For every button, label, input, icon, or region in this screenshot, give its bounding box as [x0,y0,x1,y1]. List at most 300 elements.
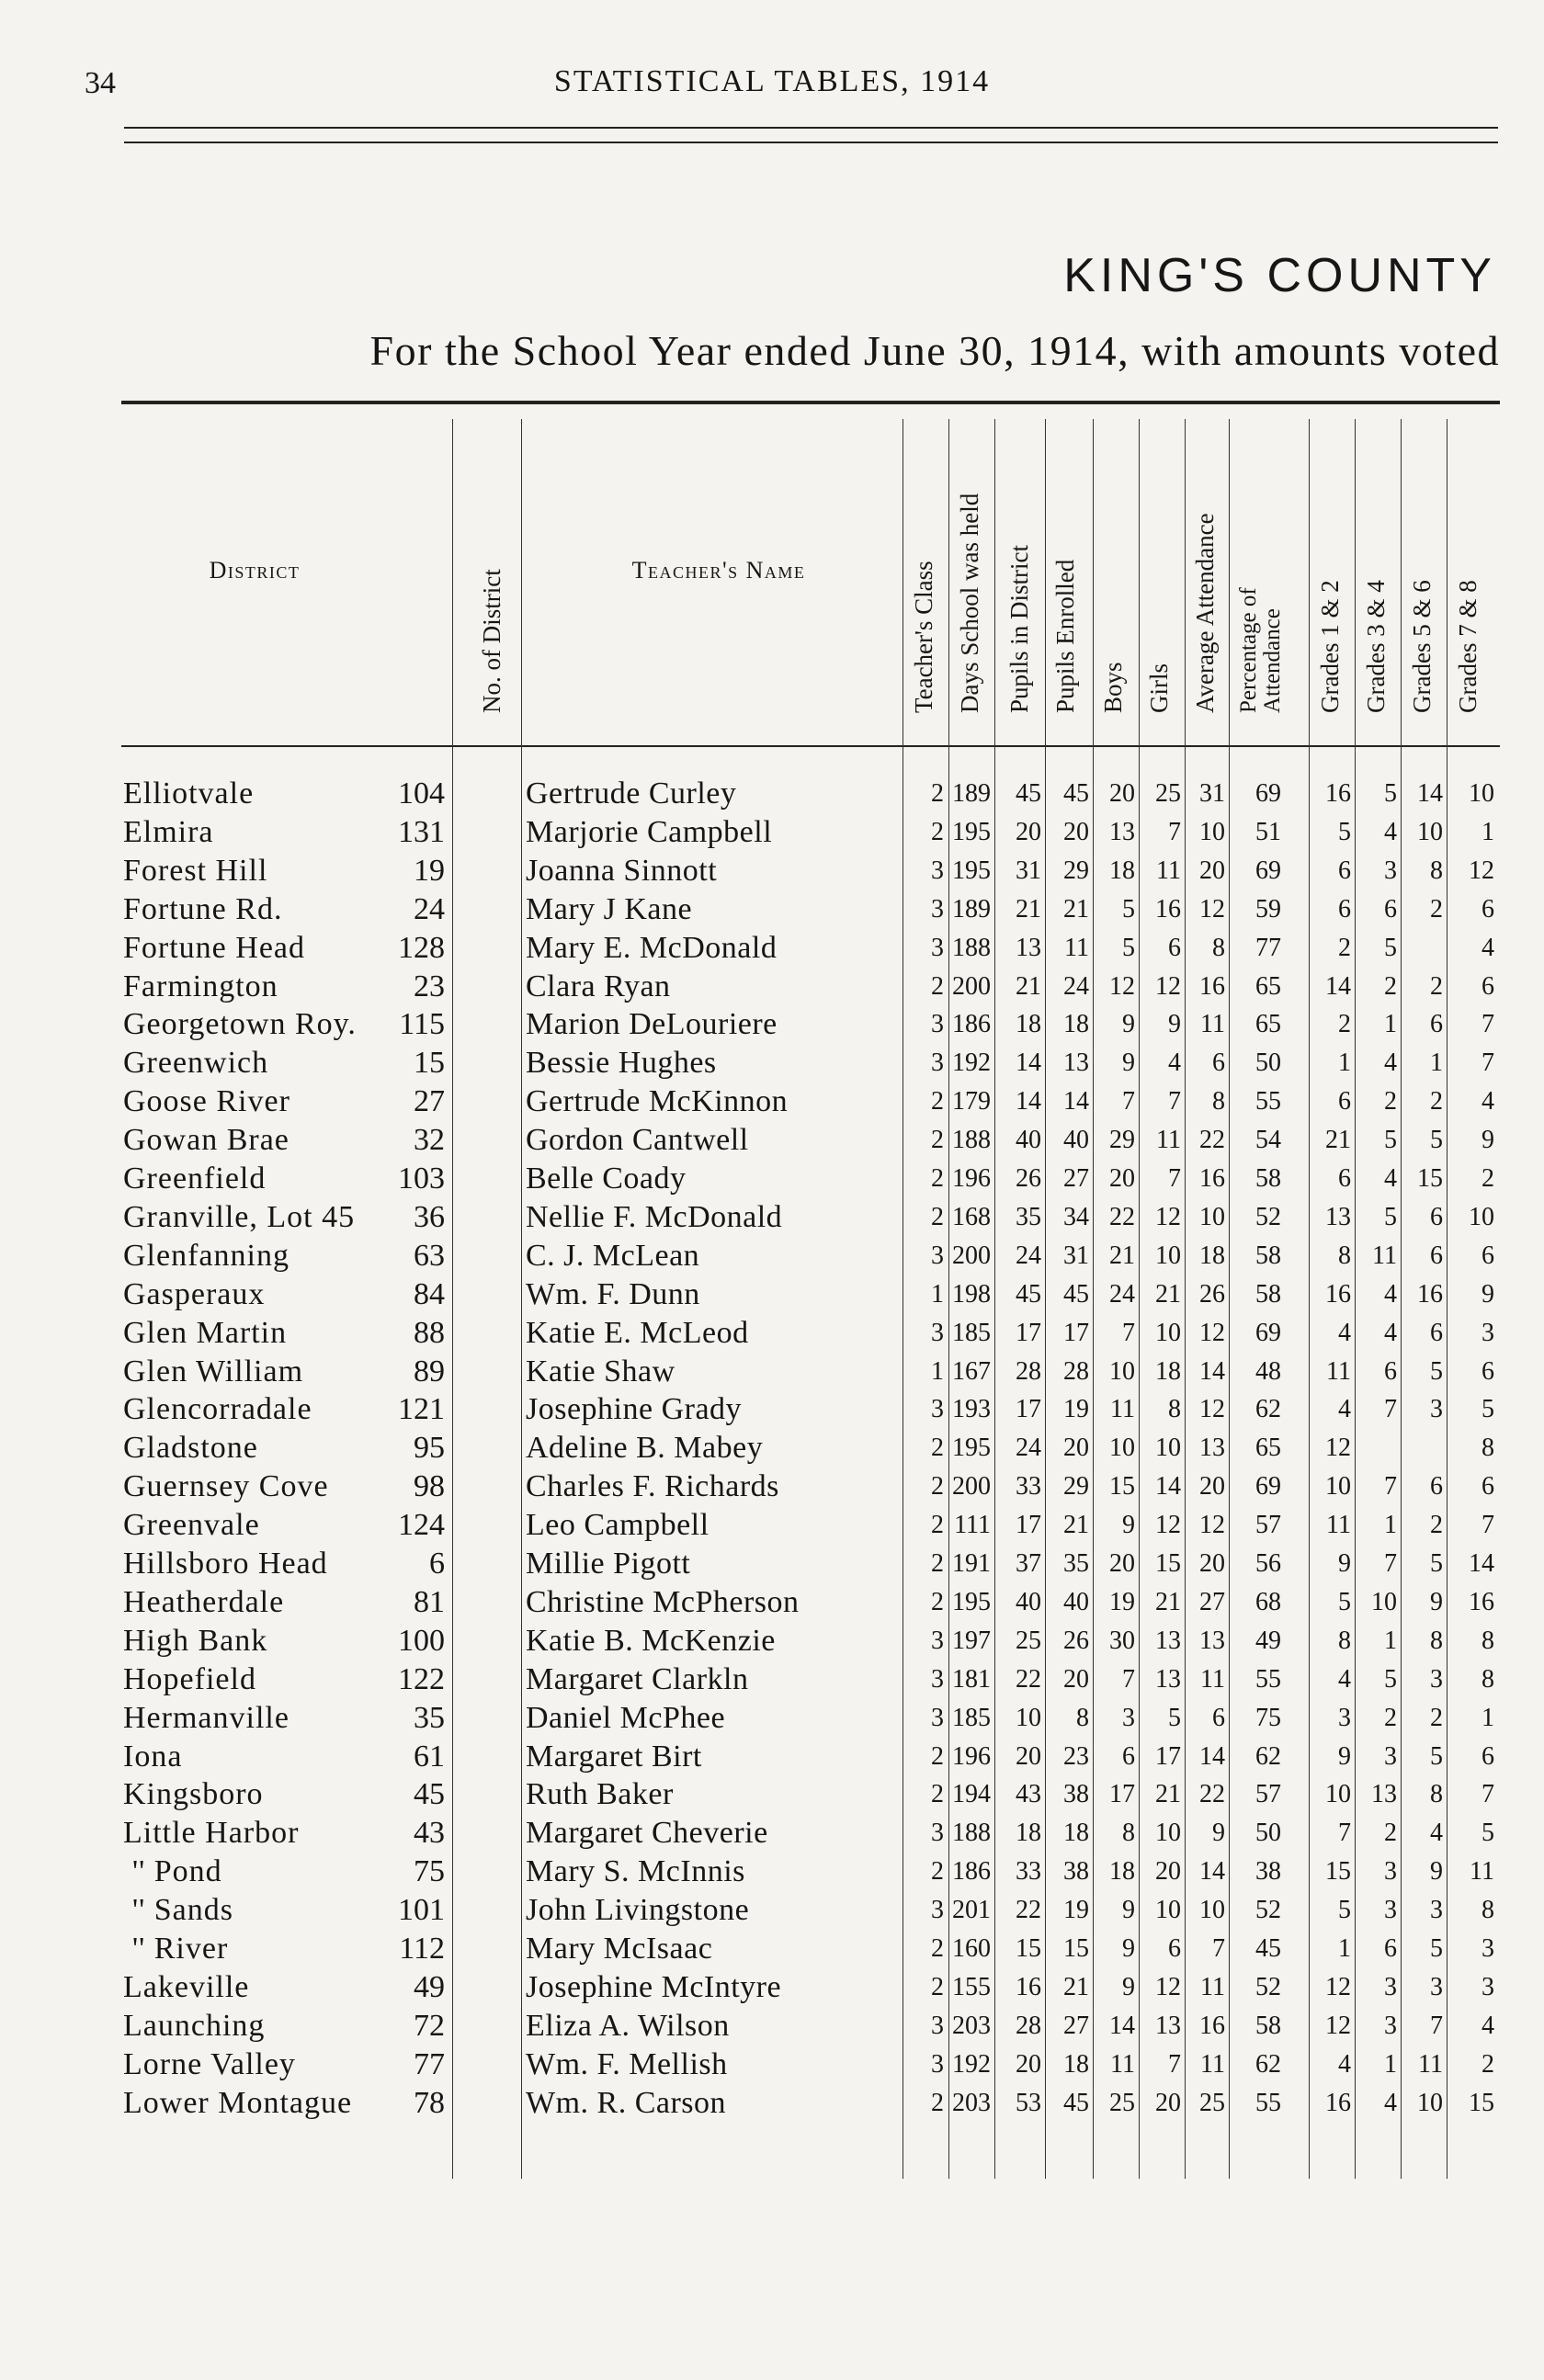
pupils-enrolled-cell: 27 [1063,1164,1089,1193]
table-row [121,1546,1500,1582]
girls-cell: 12 [1155,1511,1181,1540]
days-held-cell: 196 [952,1741,991,1771]
pupils-in-district-cell: 24 [1016,1241,1041,1270]
teachers-class-cell: 2 [931,1511,944,1540]
grades-1-2-cell: 14 [1325,971,1351,1001]
boys-cell: 22 [1109,1202,1135,1231]
district-cell: Glencorradale [123,1392,312,1427]
teacher-name-cell: Josephine McIntyre [526,1969,782,2004]
header-district: District [209,557,301,584]
table-row [121,1083,1500,1120]
boys-cell: 17 [1109,1780,1135,1809]
district-number-cell: 24 [414,891,445,926]
district-number-cell: 115 [399,1007,445,1042]
header-teacher-name: Teacher's Name [631,557,806,584]
grades-5-6-cell: 2 [1430,894,1443,924]
table-row [121,1661,1500,1698]
grades-5-6-cell: 15 [1417,1164,1443,1193]
average-attendance-cell: 16 [1199,971,1225,1001]
statistics-table [121,401,1500,2179]
grades-5-6-cell: 4 [1430,1819,1443,1848]
boys-cell: 29 [1109,1126,1135,1155]
percentage-attendance-cell: 54 [1255,1126,1281,1155]
grades-3-4-cell: 4 [1384,2088,1397,2117]
district-number-cell: 124 [398,1508,445,1543]
percentage-attendance-cell: 65 [1255,1010,1281,1039]
average-attendance-cell: 12 [1199,1395,1225,1424]
teachers-class-cell: 2 [931,1934,944,1963]
pupils-enrolled-cell: 31 [1063,1241,1089,1270]
grades-5-6-cell: 6 [1430,1010,1443,1039]
boys-cell: 6 [1122,1741,1135,1771]
teacher-name-cell: Ruth Baker [526,1777,674,1812]
pupils-enrolled-cell: 24 [1063,971,1089,1001]
pupils-enrolled-cell: 45 [1063,2088,1089,2117]
pupils-enrolled-cell: 35 [1063,1549,1089,1578]
teacher-name-cell: Millie Pigott [526,1547,691,1581]
girls-cell: 12 [1155,1202,1181,1231]
boys-cell: 19 [1109,1587,1135,1616]
grades-5-6-cell: 6 [1430,1318,1443,1347]
teachers-class-cell: 3 [931,856,944,885]
pupils-enrolled-cell: 8 [1076,1703,1089,1732]
average-attendance-cell: 10 [1199,1896,1225,1925]
grades-1-2-cell: 11 [1326,1356,1351,1386]
district-number-cell: 61 [414,1739,445,1774]
header-no-of-district: No. of District [478,569,505,713]
girls-cell: 13 [1155,1626,1181,1655]
grades-7-8-cell: 4 [1482,1087,1494,1116]
district-number-cell: 45 [414,1777,445,1812]
girls-cell: 11 [1156,856,1181,885]
pupils-in-district-cell: 20 [1016,2049,1041,2079]
pupils-in-district-cell: 14 [1016,1087,1041,1116]
grades-5-6-cell: 14 [1417,779,1443,808]
pupils-in-district-cell: 33 [1016,1472,1041,1502]
grades-7-8-cell: 2 [1482,2049,1494,2079]
average-attendance-cell: 9 [1212,1819,1225,1848]
grades-1-2-cell: 6 [1338,856,1351,885]
average-attendance-cell: 8 [1212,1087,1225,1116]
table-row [121,891,1500,928]
table-row [121,1815,1500,1852]
average-attendance-cell: 27 [1199,1587,1225,1616]
header-grades-3-4: Grades 3 & 4 [1362,580,1390,713]
teacher-name-cell: Katie Shaw [526,1354,676,1388]
average-attendance-cell: 13 [1199,1626,1225,1655]
district-cell: Iona [123,1739,183,1774]
grades-5-6-cell: 2 [1430,971,1443,1001]
average-attendance-cell: 22 [1199,1780,1225,1809]
grades-7-8-cell: 1 [1482,817,1494,846]
district-cell: Greenwich [123,1046,269,1081]
grades-3-4-cell: 7 [1384,1395,1397,1424]
boys-cell: 18 [1109,1857,1135,1887]
pupils-in-district-cell: 17 [1016,1318,1041,1347]
teachers-class-cell: 2 [931,1972,944,2001]
pupils-in-district-cell: 28 [1016,2011,1041,2040]
percentage-attendance-cell: 49 [1255,1626,1281,1655]
district-cell: Goose River [123,1084,290,1119]
teacher-name-cell: Nellie F. McDonald [526,1199,783,1234]
grades-3-4-cell: 3 [1384,1857,1397,1887]
grades-1-2-cell: 13 [1325,1202,1351,1231]
table-row [121,1584,1500,1621]
header-girls: Girls [1145,663,1173,713]
girls-cell: 10 [1155,1318,1181,1347]
girls-cell: 16 [1155,894,1181,924]
pupils-enrolled-cell: 45 [1063,779,1089,808]
boys-cell: 5 [1122,894,1135,924]
table-row [121,1931,1500,1967]
county-title: KING'S COUNTY [1063,249,1496,302]
days-held-cell: 188 [952,933,991,962]
grades-1-2-cell: 12 [1325,1972,1351,2001]
grades-7-8-cell: 7 [1482,1780,1494,1809]
grades-1-2-cell: 3 [1338,1703,1351,1732]
pupils-enrolled-cell: 38 [1063,1857,1089,1887]
grades-3-4-cell: 3 [1384,1896,1397,1925]
grades-7-8-cell: 11 [1470,1857,1494,1887]
header-teachers-class: Teacher's Class [910,561,937,713]
grades-3-4-cell: 4 [1384,1164,1397,1193]
days-held-cell: 195 [952,1587,991,1616]
teachers-class-cell: 2 [931,1780,944,1809]
grades-7-8-cell: 8 [1482,1896,1494,1925]
pupils-in-district-cell: 25 [1016,1626,1041,1655]
grades-3-4-cell: 11 [1372,1241,1397,1270]
header-days-school-held: Days School was held [956,493,983,713]
table-row [121,1853,1500,1890]
percentage-attendance-cell: 52 [1255,1972,1281,2001]
grades-5-6-cell: 3 [1430,1395,1443,1424]
header-grades-5-6: Grades 5 & 6 [1408,580,1436,713]
grades-5-6-cell: 8 [1430,1626,1443,1655]
average-attendance-cell: 11 [1200,2049,1225,2079]
district-cell: '' Sands [132,1893,233,1928]
percentage-attendance-cell: 62 [1255,1741,1281,1771]
teacher-name-cell: Charles F. Richards [526,1469,779,1504]
district-cell: Hillsboro Head [123,1547,328,1581]
teachers-class-cell: 3 [931,1664,944,1694]
teacher-name-cell: Mary E. McDonald [526,930,778,965]
boys-cell: 15 [1109,1472,1135,1502]
teacher-name-cell: Bessie Hughes [526,1046,717,1081]
grades-7-8-cell: 7 [1482,1010,1494,1039]
pupils-enrolled-cell: 40 [1063,1587,1089,1616]
girls-cell: 6 [1168,1934,1181,1963]
girls-cell: 25 [1155,779,1181,808]
district-cell: Launching [123,2008,266,2043]
grades-3-4-cell: 3 [1384,1972,1397,2001]
boys-cell: 8 [1122,1819,1135,1848]
average-attendance-cell: 12 [1199,1511,1225,1540]
average-attendance-cell: 16 [1199,2011,1225,2040]
girls-cell: 4 [1168,1048,1181,1078]
boys-cell: 7 [1122,1664,1135,1694]
district-cell: Little Harbor [123,1816,300,1851]
grades-5-6-cell: 9 [1430,1587,1443,1616]
grades-1-2-cell: 8 [1338,1241,1351,1270]
header-boys: Boys [1099,662,1127,713]
table-row [121,969,1500,1005]
pupils-in-district-cell: 22 [1016,1664,1041,1694]
average-attendance-cell: 6 [1212,1048,1225,1078]
grades-5-6-cell: 3 [1430,1664,1443,1694]
table-row [121,2046,1500,2083]
pupils-enrolled-cell: 18 [1063,1819,1089,1848]
grades-1-2-cell: 4 [1338,2049,1351,2079]
percentage-attendance-cell: 55 [1255,2088,1281,2117]
average-attendance-cell: 11 [1200,1010,1225,1039]
boys-cell: 9 [1122,1934,1135,1963]
teacher-name-cell: Margaret Birt [526,1739,702,1774]
grades-1-2-cell: 5 [1338,1587,1351,1616]
pupils-in-district-cell: 26 [1016,1164,1041,1193]
teachers-class-cell: 2 [931,1857,944,1887]
percentage-attendance-cell: 65 [1255,971,1281,1001]
pupils-in-district-cell: 45 [1016,1279,1041,1309]
grades-3-4-cell: 2 [1384,1703,1397,1732]
average-attendance-cell: 14 [1199,1741,1225,1771]
table-header-rule [121,745,1500,747]
average-attendance-cell: 12 [1199,1318,1225,1347]
pupils-enrolled-cell: 45 [1063,1279,1089,1309]
district-number-cell: 6 [429,1547,445,1581]
days-held-cell: 192 [952,1048,991,1078]
teacher-name-cell: Wm. R. Carson [526,2085,727,2120]
pupils-in-district-cell: 43 [1016,1780,1041,1809]
pupils-in-district-cell: 28 [1016,1356,1041,1386]
percentage-attendance-cell: 58 [1255,1164,1281,1193]
percentage-attendance-cell: 55 [1255,1087,1281,1116]
average-attendance-cell: 10 [1199,1202,1225,1231]
grades-1-2-cell: 6 [1338,894,1351,924]
teacher-name-cell: C. J. McLean [526,1238,700,1273]
days-held-cell: 167 [952,1356,991,1386]
average-attendance-cell: 6 [1212,1703,1225,1732]
grades-3-4-cell: 5 [1384,1126,1397,1155]
table-row [121,1739,1500,1775]
percentage-attendance-cell: 57 [1255,1511,1281,1540]
grades-1-2-cell: 12 [1325,1434,1351,1463]
district-number-cell: 89 [414,1354,445,1388]
grades-7-8-cell: 2 [1482,1164,1494,1193]
grades-7-8-cell: 15 [1469,2088,1494,2117]
teachers-class-cell: 2 [931,1126,944,1155]
pupils-in-district-cell: 45 [1016,779,1041,808]
percentage-attendance-cell: 69 [1255,1472,1281,1502]
district-cell: Fortune Head [123,930,306,965]
grades-7-8-cell: 3 [1482,1318,1494,1347]
table-row [121,1700,1500,1737]
grades-1-2-cell: 9 [1338,1741,1351,1771]
table-row [121,1776,1500,1813]
grades-5-6-cell: 2 [1430,1511,1443,1540]
grades-3-4-cell: 13 [1371,1780,1397,1809]
days-held-cell: 188 [952,1126,991,1155]
boys-cell: 10 [1109,1356,1135,1386]
district-number-cell: 122 [398,1661,445,1696]
district-cell: Forest Hill [123,853,268,888]
grades-5-6-cell: 6 [1430,1241,1443,1270]
teachers-class-cell: 2 [931,1587,944,1616]
girls-cell: 21 [1155,1780,1181,1809]
days-held-cell: 185 [952,1318,991,1347]
district-cell: Hermanville [123,1700,290,1735]
boys-cell: 9 [1122,1048,1135,1078]
percentage-attendance-cell: 58 [1255,1241,1281,1270]
teachers-class-cell: 3 [931,933,944,962]
grades-3-4-cell: 6 [1384,894,1397,924]
percentage-attendance-cell: 62 [1255,1395,1281,1424]
teachers-class-cell: 3 [931,1010,944,1039]
table-row [121,1276,1500,1313]
grades-3-4-cell: 1 [1384,2049,1397,2079]
grades-1-2-cell: 2 [1338,1010,1351,1039]
table-row [121,1468,1500,1505]
table-row [121,776,1500,812]
average-attendance-cell: 25 [1199,2088,1225,2117]
grades-3-4-cell: 4 [1384,1279,1397,1309]
average-attendance-cell: 16 [1199,1164,1225,1193]
table-row [121,853,1500,890]
boys-cell: 12 [1109,971,1135,1001]
page-number: 34 [85,66,116,100]
average-attendance-cell: 31 [1199,779,1225,808]
teacher-name-cell: Wm. F. Dunn [526,1276,700,1311]
boys-cell: 9 [1122,1010,1135,1039]
grades-7-8-cell: 6 [1482,1472,1494,1502]
table-row [121,2008,1500,2045]
pupils-in-district-cell: 17 [1016,1511,1041,1540]
percentage-attendance-cell: 59 [1255,894,1281,924]
table-row [121,2085,1500,2122]
grades-1-2-cell: 10 [1325,1780,1351,1809]
pupils-enrolled-cell: 13 [1063,1048,1089,1078]
grades-1-2-cell: 6 [1338,1087,1351,1116]
grades-1-2-cell: 16 [1325,779,1351,808]
district-cell: Granville, Lot 45 [123,1199,356,1234]
pupils-enrolled-cell: 23 [1063,1741,1089,1771]
days-held-cell: 195 [952,856,991,885]
percentage-attendance-cell: 69 [1255,856,1281,885]
district-cell: '' Pond [132,1854,222,1889]
boys-cell: 7 [1122,1318,1135,1347]
percentage-attendance-cell: 57 [1255,1780,1281,1809]
average-attendance-cell: 14 [1199,1857,1225,1887]
grades-3-4-cell: 7 [1384,1472,1397,1502]
girls-cell: 12 [1155,1972,1181,2001]
grades-7-8-cell: 7 [1482,1048,1494,1078]
district-cell: Hopefield [123,1661,256,1696]
grades-1-2-cell: 16 [1325,1279,1351,1309]
grades-3-4-cell: 10 [1371,1587,1397,1616]
header-pupils-enrolled: Pupils Enrolled [1051,559,1079,713]
grades-1-2-cell: 12 [1325,2011,1351,2040]
percentage-attendance-cell: 65 [1255,1434,1281,1463]
days-held-cell: 192 [952,2049,991,2079]
grades-7-8-cell: 5 [1482,1819,1494,1848]
days-held-cell: 197 [952,1626,991,1655]
teacher-name-cell: Joanna Sinnott [526,853,718,888]
grades-3-4-cell: 5 [1384,1664,1397,1694]
district-number-cell: 36 [414,1199,445,1234]
grades-5-6-cell: 8 [1430,1780,1443,1809]
district-number-cell: 63 [414,1238,445,1273]
boys-cell: 5 [1122,933,1135,962]
teacher-name-cell: Gordon Cantwell [526,1123,749,1158]
pupils-enrolled-cell: 28 [1063,1356,1089,1386]
girls-cell: 13 [1155,2011,1181,2040]
boys-cell: 30 [1109,1626,1135,1655]
percentage-attendance-cell: 51 [1255,817,1281,846]
district-number-cell: 81 [414,1584,445,1619]
grades-1-2-cell: 7 [1338,1819,1351,1848]
district-cell: Elliotvale [123,776,255,810]
days-held-cell: 203 [952,2011,991,2040]
days-held-cell: 160 [952,1934,991,1963]
grades-3-4-cell: 2 [1384,1087,1397,1116]
days-held-cell: 200 [952,1472,991,1502]
pupils-in-district-cell: 24 [1016,1434,1041,1463]
grades-5-6-cell: 1 [1430,1048,1443,1078]
teacher-name-cell: Christine McPherson [526,1584,800,1619]
boys-cell: 20 [1109,1164,1135,1193]
table-row [121,1315,1500,1352]
grades-7-8-cell: 7 [1482,1511,1494,1540]
girls-cell: 14 [1155,1472,1181,1502]
grades-1-2-cell: 1 [1338,1934,1351,1963]
grades-5-6-cell: 5 [1430,1356,1443,1386]
percentage-attendance-cell: 58 [1255,1279,1281,1309]
grades-7-8-cell: 14 [1469,1549,1494,1578]
teachers-class-cell: 2 [931,971,944,1001]
grades-7-8-cell: 6 [1482,971,1494,1001]
grades-3-4-cell: 5 [1384,779,1397,808]
teacher-name-cell: Katie B. McKenzie [526,1623,776,1658]
header-grades-1-2: Grades 1 & 2 [1316,580,1344,713]
district-number-cell: 101 [398,1893,445,1928]
grades-3-4-cell: 1 [1384,1010,1397,1039]
average-attendance-cell: 20 [1199,856,1225,885]
district-number-cell: 72 [414,2008,445,2043]
boys-cell: 7 [1122,1087,1135,1116]
pupils-in-district-cell: 18 [1016,1819,1041,1848]
girls-cell: 15 [1155,1549,1181,1578]
boys-cell: 9 [1122,1511,1135,1540]
percentage-attendance-cell: 62 [1255,2049,1281,2079]
percentage-attendance-cell: 52 [1255,1202,1281,1231]
district-cell: Fortune Rd. [123,891,283,926]
district-number-cell: 43 [414,1816,445,1851]
boys-cell: 9 [1122,1972,1135,2001]
pupils-enrolled-cell: 38 [1063,1780,1089,1809]
grades-7-8-cell: 6 [1482,894,1494,924]
days-held-cell: 203 [952,2088,991,2117]
grades-3-4-cell: 4 [1384,1318,1397,1347]
pupils-in-district-cell: 40 [1016,1126,1041,1155]
pupils-enrolled-cell: 21 [1063,1511,1089,1540]
table-row [121,1354,1500,1390]
teacher-name-cell: Adeline B. Mabey [526,1431,764,1466]
teachers-class-cell: 3 [931,1395,944,1424]
district-number-cell: 121 [398,1392,445,1427]
grades-1-2-cell: 2 [1338,933,1351,962]
girls-cell: 7 [1168,1087,1181,1116]
percentage-attendance-cell: 69 [1255,1318,1281,1347]
average-attendance-cell: 12 [1199,894,1225,924]
